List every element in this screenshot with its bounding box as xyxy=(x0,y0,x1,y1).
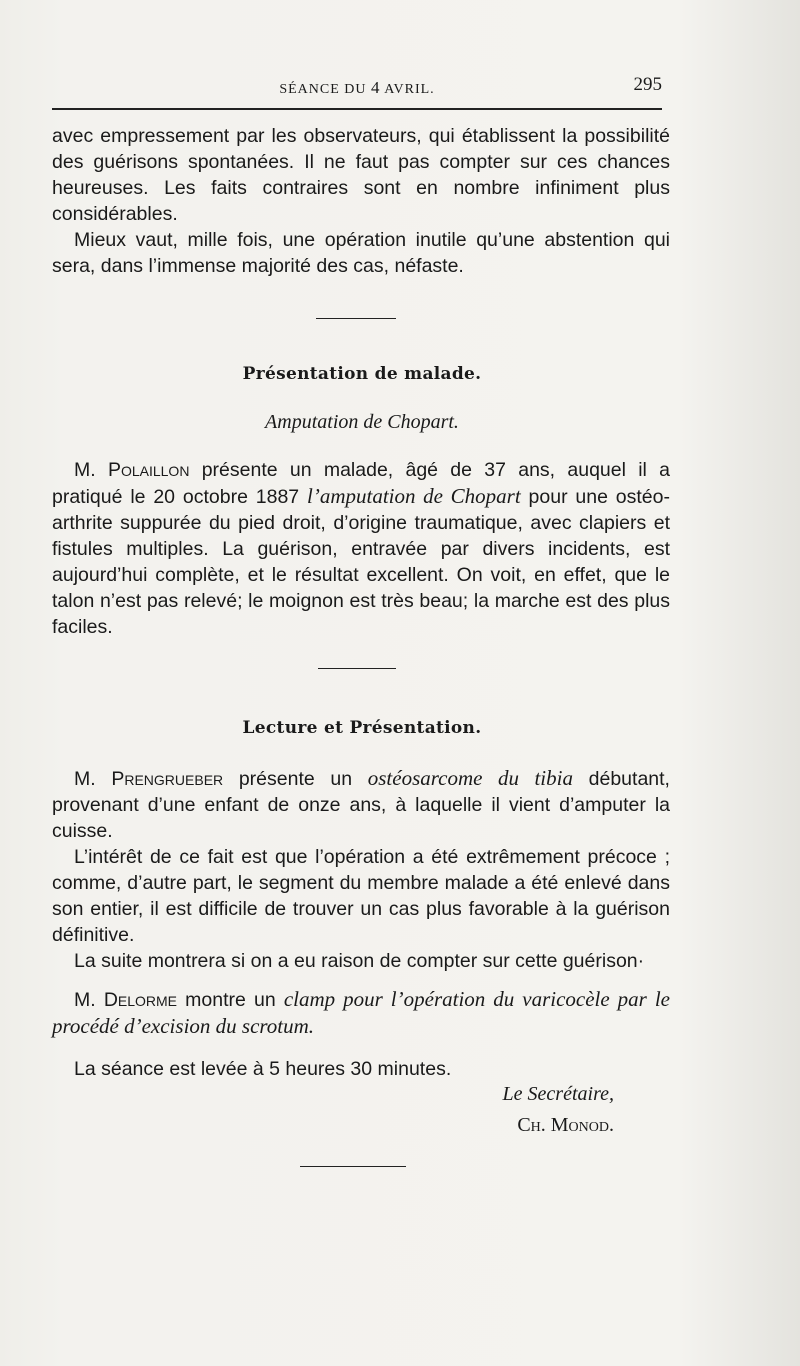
author-name: Polaillon xyxy=(107,459,190,481)
interest-paragraph: L’intérêt de ce fait est que l’opération a été extrêmement précoce ; comme, d’autre part, le segment du membre malade a été enlevé dans son entier, il est difficile de trouver un cas plus favorable à la guérison définitive. xyxy=(52,846,670,946)
author-name: Delorme xyxy=(103,989,178,1011)
text-run: présente un xyxy=(223,768,368,790)
section-subtitle: Amputation de Chopart. xyxy=(265,411,459,433)
text-run: débutant, provenant d’une enfant de onze ans, à laquelle il vient d’amputer la cuisse. xyxy=(52,768,670,842)
running-title-part: AVRIL. xyxy=(380,82,435,97)
polaillon-paragraph xyxy=(52,457,670,640)
signature-title: Le Secrétaire, xyxy=(502,1083,614,1105)
running-title xyxy=(52,78,662,98)
text-run: montre un xyxy=(177,989,284,1011)
end-rule xyxy=(300,1166,406,1167)
text-run: M. xyxy=(74,989,104,1011)
text-run: M. xyxy=(74,768,112,790)
text-run: présente un malade, âgé de 37 ans, auquel il a pratiqué le 20 octobre 1887 xyxy=(52,459,670,508)
intro-text xyxy=(52,123,670,279)
section-title-lecture: Lecture et Présentation. xyxy=(242,718,482,738)
section-divider xyxy=(318,668,396,669)
section-divider xyxy=(316,318,396,319)
section1-text xyxy=(52,457,670,640)
italic-term: ostéosarcome du tibia xyxy=(367,766,573,790)
section-title-presentation: Présentation de malade. xyxy=(242,364,482,384)
prengrueber-paragraph xyxy=(52,765,670,844)
delorme-paragraph xyxy=(52,986,670,1040)
running-title-part: SÉANCE DU xyxy=(279,82,371,97)
running-title-date: 4 xyxy=(370,78,381,97)
text-run: M. xyxy=(74,459,108,481)
intro-paragraph-1: avec empressement par les observateurs, qui établissent la possibilité des guérisons spontanées. Il ne faut pas compter sur ces chances heureuses. Les faits contraires sont en nombre infiniment plus considérables. xyxy=(52,125,670,225)
page-header xyxy=(52,74,662,104)
text-run: pour une ostéo-arthrite suppurée du pied droit, d’origine traumatique, avec clapiers et fistules multiples. La guérison, entravée par divers incidents, est aujourd’hui complète, et le résultat excellent. On voit, en effet, que le talon n’est pas relevé; le moignon est très beau; la marche est des plus faciles. xyxy=(52,486,670,638)
section2-text xyxy=(52,765,670,1082)
suite-paragraph: La suite montrera si on a eu raison de compter sur cette guérison· xyxy=(74,950,645,972)
signature-name: Ch. Monod. xyxy=(517,1114,614,1136)
page-number: 295 xyxy=(633,74,662,95)
header-rule xyxy=(52,108,662,110)
italic-term: clamp pour l’opération du varicocèle par le procédé d’excision du scrotum. xyxy=(52,987,670,1038)
author-name: Prengrueber xyxy=(111,768,224,790)
closing-paragraph: La séance est levée à 5 heures 30 minutes. xyxy=(74,1058,452,1080)
intro-paragraph-2: Mieux vaut, mille fois, une opération inutile qu’une abstention qui sera, dans l’immense majorité des cas, néfaste. xyxy=(52,229,670,277)
italic-term: l’amputation de Chopart xyxy=(307,484,521,508)
